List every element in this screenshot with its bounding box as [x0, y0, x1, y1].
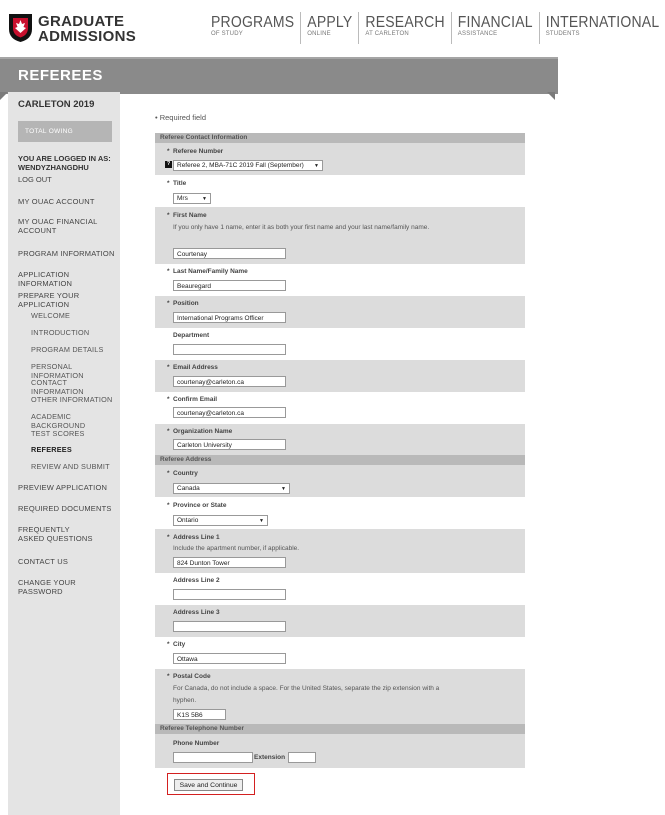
field-label [167, 180, 187, 187]
required-asterisk: * [167, 673, 170, 680]
total-owing-label: TOTAL OWING [25, 128, 73, 135]
required-asterisk: * [167, 148, 170, 155]
chevron-down-icon: ▼ [281, 486, 286, 492]
required-asterisk: * [167, 364, 170, 371]
field-help-text: If you only have 1 name, enter it as both your first name and your last name/family name. [173, 224, 430, 231]
required-asterisk: * [167, 428, 170, 435]
nav-sub-label: OF STUDY [211, 31, 243, 37]
section-header-contact [155, 133, 525, 143]
address-line-1-input[interactable]: 824 Dunton Tower [173, 557, 286, 568]
field-label-text: Province or State [173, 502, 227, 509]
required-asterisk: * [167, 180, 170, 187]
field-help-text: Include the apartment number, if applicable. [173, 545, 300, 552]
field-label-text: Address Line 2 [173, 577, 220, 584]
select-value: Canada [177, 485, 200, 492]
page-title-band [0, 57, 558, 94]
chevron-down-icon: ▼ [202, 196, 207, 202]
nav-sub-label: STUDENTS [545, 31, 580, 37]
required-asterisk: * [167, 212, 170, 219]
field-label-text: Department [173, 332, 210, 339]
help-question-icon[interactable]: ? [166, 161, 171, 167]
field-label [167, 364, 218, 371]
sidebar-item-program-information[interactable]: PROGRAM INFORMATION [18, 249, 115, 258]
field-label [167, 534, 220, 541]
field-label-text: Phone Number [173, 740, 220, 747]
sidebar-subitem-welcome[interactable]: WELCOME [31, 311, 71, 320]
field-label-text: Postal Code [173, 673, 211, 680]
field-label [167, 470, 198, 477]
chevron-down-icon: ▼ [314, 163, 319, 169]
section-title: Referee Address [160, 456, 212, 463]
field-referee-number [155, 143, 525, 175]
chevron-down-icon: ▼ [259, 518, 264, 524]
band-fold-right [547, 92, 555, 100]
nav-sub-label: ASSISTANCE [457, 31, 498, 37]
sidebar-year: CARLETON 2019 [18, 99, 95, 110]
sidebar-item-contact-us[interactable]: CONTACT US [18, 557, 69, 566]
confirm-email-input[interactable]: courtenay@carleton.ca [173, 407, 286, 418]
field-department [155, 328, 525, 360]
logo-line-1: GRADUATE [38, 13, 125, 30]
field-first-name [155, 207, 525, 264]
referee-number-select[interactable] [173, 160, 323, 171]
section-title: Referee Telephone Number [160, 725, 245, 732]
country-select[interactable] [173, 483, 290, 494]
sidebar-subitem-other-information[interactable]: OTHER INFORMATION [31, 395, 113, 404]
logged-in-info [18, 154, 111, 172]
nav-main-label: RESEARCH [365, 12, 445, 31]
field-title [155, 175, 525, 207]
nav-sub-label: AT CARLETON [365, 31, 409, 37]
field-label-text: Position [173, 300, 199, 307]
field-label [167, 148, 224, 155]
field-label [167, 396, 218, 403]
section-header-address [155, 455, 525, 465]
nav-financial[interactable] [451, 12, 539, 44]
nav-programs[interactable] [205, 12, 300, 44]
sidebar-subitem-academic-background[interactable]: ACADEMIC BACKGROUND [31, 412, 86, 430]
nav-main-label: FINANCIAL [457, 12, 533, 31]
field-label-text: Confirm Email [173, 396, 218, 403]
field-label [173, 577, 220, 584]
sidebar-subitem-review-and-submit[interactable]: REVIEW AND SUBMIT [31, 462, 110, 471]
field-label [173, 332, 209, 339]
sidebar-item-preview-application[interactable]: PREVIEW APPLICATION [18, 483, 108, 492]
field-country [155, 465, 525, 497]
section-title: Referee Contact Information [160, 134, 248, 141]
title-select[interactable] [173, 193, 211, 204]
total-owing-box[interactable] [18, 121, 112, 142]
field-label-text: Email Address [173, 364, 218, 371]
sidebar-subitem-referees[interactable]: REFEREES [31, 445, 72, 454]
province-select[interactable] [173, 515, 268, 526]
field-label [167, 300, 199, 307]
required-field-note [155, 113, 206, 122]
field-province [155, 497, 525, 529]
section-header-phone [155, 724, 525, 734]
sidebar-subitem-test-scores[interactable]: TEST SCORES [31, 429, 85, 438]
field-postal-code [155, 669, 525, 724]
required-asterisk: * [167, 502, 170, 509]
field-phone [155, 734, 525, 768]
field-label [167, 428, 233, 435]
nav-apply[interactable] [300, 12, 358, 44]
field-organization [155, 424, 525, 455]
field-label-text: Last Name/Family Name [173, 268, 248, 275]
sidebar-item-application-information[interactable]: APPLICATION INFORMATION [18, 270, 73, 288]
sidebar-subitem-personal-information[interactable]: PERSONAL INFORMATION [31, 362, 84, 380]
select-value: Referee 2, MBA-71C 2019 Fall (September) [177, 162, 304, 169]
top-nav [205, 12, 665, 44]
required-asterisk: * [167, 534, 170, 541]
required-asterisk: * [167, 396, 170, 403]
field-label-text: City [173, 641, 186, 648]
email-input[interactable]: courtenay@carleton.ca [173, 376, 286, 387]
required-asterisk: * [167, 300, 170, 307]
required-asterisk: * [167, 268, 170, 275]
field-last-name [155, 264, 525, 296]
field-address-line-3 [155, 605, 525, 637]
carleton-shield-icon[interactable] [8, 13, 33, 43]
required-asterisk: * [167, 641, 170, 648]
city-input[interactable]: Ottawa [173, 653, 286, 664]
field-label-text: Country [173, 470, 198, 477]
extension-label: Extension [254, 754, 286, 761]
logged-in-label: YOU ARE LOGGED IN AS: [18, 154, 111, 163]
first-name-input[interactable]: Courtenay [173, 248, 286, 259]
sidebar-item-required-documents[interactable]: REQUIRED DOCUMENTS [18, 504, 112, 513]
nav-sub-label: ONLINE [307, 31, 331, 37]
address-line-3-input[interactable] [173, 621, 286, 632]
required-asterisk: * [167, 470, 170, 477]
department-input[interactable] [173, 344, 286, 355]
field-address-line-1 [155, 529, 525, 573]
sidebar-subitem-program-details[interactable]: PROGRAM DETAILS [31, 345, 104, 354]
sidebar-subitem-contact-information[interactable]: CONTACT INFORMATION [31, 378, 84, 396]
nav-research[interactable] [358, 12, 450, 44]
nav-international[interactable] [539, 12, 665, 44]
required-field-text: Required field [159, 113, 206, 122]
username: WENDYZHANGDHU [18, 163, 89, 172]
select-value: Ontario [177, 517, 199, 524]
page-title: REFEREES [18, 67, 103, 84]
extension-input[interactable] [288, 752, 316, 763]
save-and-continue-button[interactable]: Save and Continue [174, 779, 243, 791]
field-help-text: For Canada, do not include a space. For the United States, separate the zip extension with a hyphen. [173, 685, 440, 704]
last-name-input[interactable]: Beauregard [173, 280, 286, 291]
logo-line-2: ADMISSIONS [38, 28, 137, 45]
field-confirm-email [155, 392, 525, 424]
field-email [155, 360, 525, 392]
field-position [155, 296, 525, 328]
sidebar-item-my-ouac-account[interactable]: MY OUAC ACCOUNT [18, 197, 95, 206]
organization-input[interactable]: Carleton University [173, 439, 286, 450]
sidebar-item-prepare-your-application[interactable]: PREPARE YOUR APPLICATION [18, 291, 80, 309]
sidebar-item-change-password[interactable]: CHANGE YOUR PASSWORD [18, 578, 76, 596]
field-label [173, 740, 219, 747]
phone-input[interactable] [173, 752, 253, 763]
field-label [167, 502, 227, 509]
logout-link[interactable]: LOG OUT [18, 175, 52, 184]
field-label [167, 641, 186, 648]
field-label-text: Address Line 3 [173, 609, 220, 616]
sidebar-item-my-ouac-financial-account[interactable]: MY OUAC FINANCIAL ACCOUNT [18, 217, 98, 235]
band-fold-left [0, 92, 8, 100]
field-label [167, 673, 211, 680]
position-input[interactable]: International Programs Officer [173, 312, 286, 323]
field-label-text: Address Line 1 [173, 534, 220, 541]
nav-main-label: INTERNATIONAL [545, 12, 660, 31]
field-label-text: Title [173, 180, 187, 187]
sidebar-item-faq[interactable]: FREQUENTLY ASKED QUESTIONS [18, 525, 93, 543]
site-header [0, 0, 660, 57]
required-asterisk: • [155, 113, 160, 122]
postal-code-input[interactable]: K1S 5B6 [173, 709, 226, 720]
field-label [167, 268, 248, 275]
field-label [167, 212, 207, 219]
sidebar-subitem-introduction[interactable]: INTRODUCTION [31, 328, 90, 337]
site-logo-text[interactable] [38, 14, 136, 44]
select-value: Mrs [177, 195, 188, 202]
address-line-2-input[interactable] [173, 589, 286, 600]
field-label-text: First Name [173, 212, 207, 219]
nav-main-label: APPLY [307, 12, 353, 31]
field-address-line-2 [155, 573, 525, 605]
field-label [173, 609, 220, 616]
field-label-text: Referee Number [173, 148, 224, 155]
field-city [155, 637, 525, 669]
field-label-text: Organization Name [173, 428, 233, 435]
nav-main-label: PROGRAMS [211, 12, 295, 31]
sidebar [8, 92, 120, 815]
